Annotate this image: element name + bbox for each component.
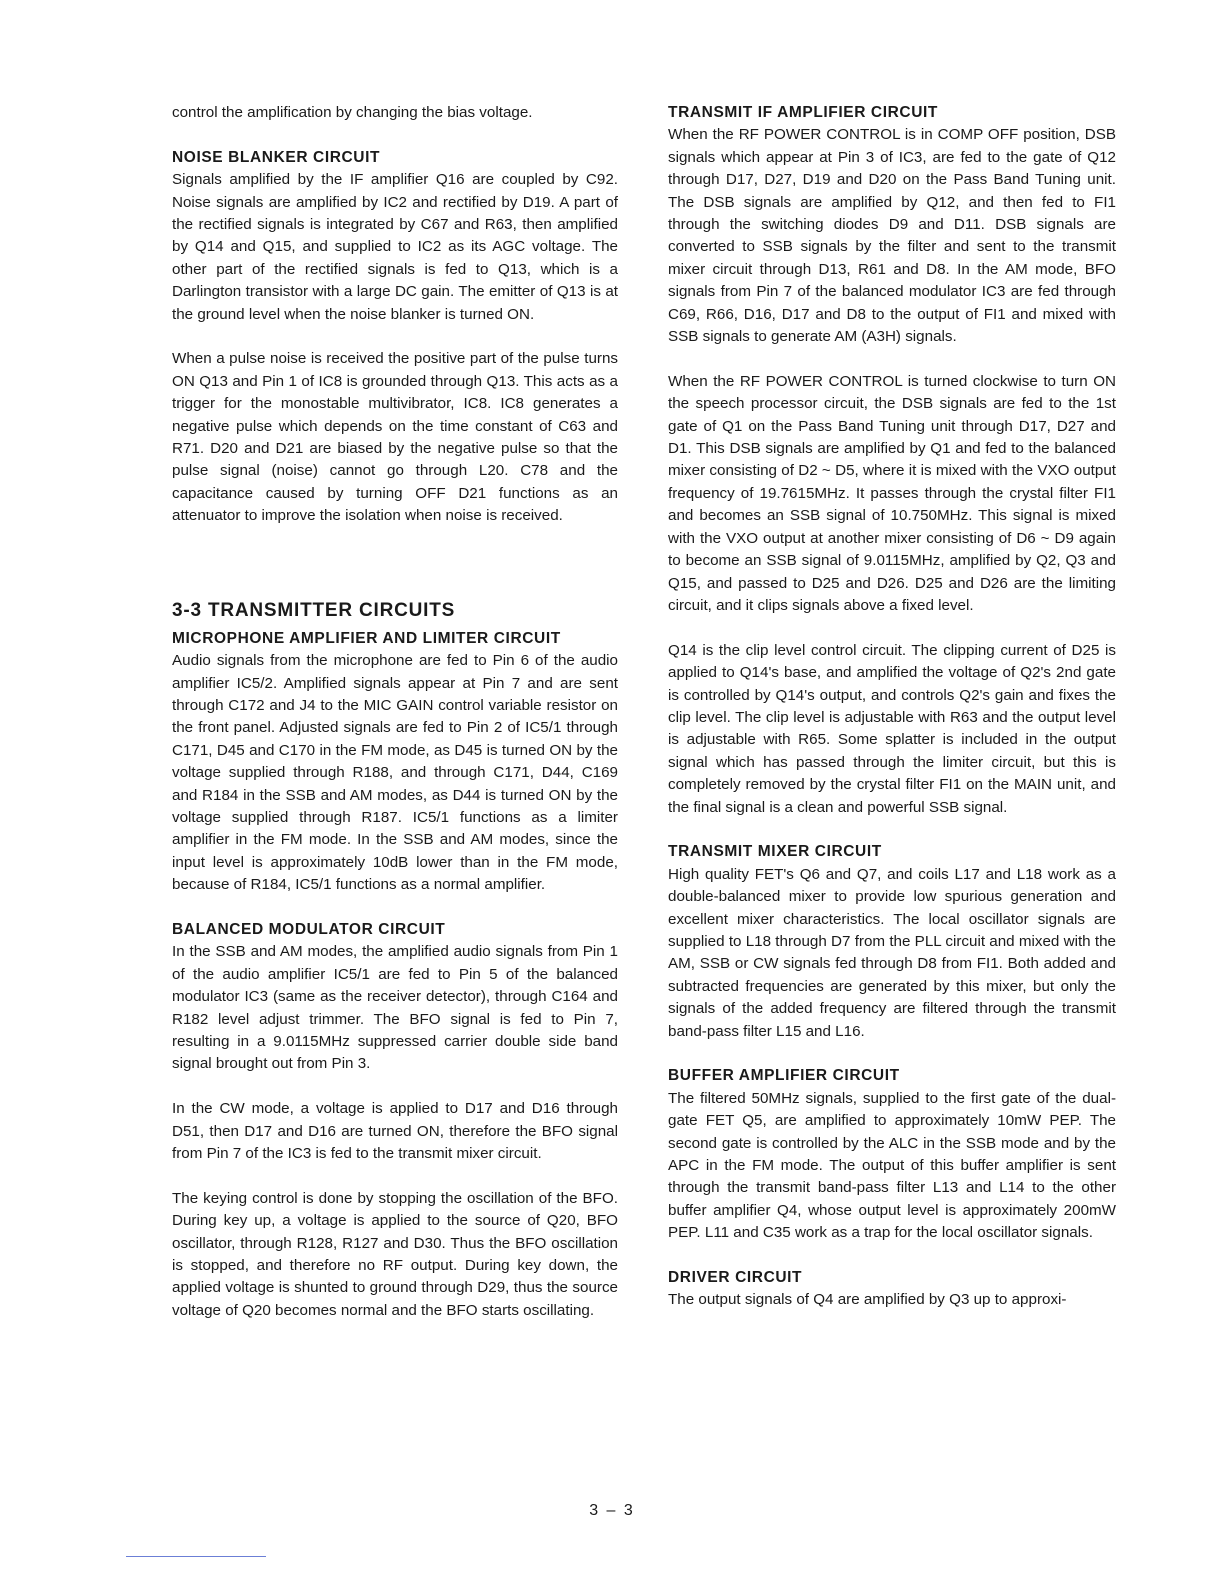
right-column bbox=[668, 102, 1116, 1312]
buffer-amp-heading: BUFFER AMPLIFIER CIRCUIT bbox=[668, 1067, 900, 1085]
page-number: 3 – 3 bbox=[589, 1502, 635, 1519]
left-column bbox=[172, 102, 618, 1322]
transmit-if-paragraph-1: When the RF POWER CONTROL is in COMP OFF position, DSB signals which appear at Pin 3 of IC3, are fed to the gate of Q12 through D17, D27, D19 and D20 on the Pass Band Tuning unit. The DSB signals are amplified by Q12, and then fed to FI1 through the switching diodes D9 and D11. DSB signals are converted to SSB signals by the filter and sent to the transmit mixer circuit through D13, R61 and D8. In the AM mode, BFO signals from Pin 7 of the balanced modulator IC3 are fed through C69, R66, D16, D17 and D8 to the output of FI1 and mixed with SSB signals to generate AM (A3H) signals. bbox=[668, 126, 1116, 346]
intro-paragraph: control the amplification by changing the bias voltage. bbox=[172, 104, 533, 121]
noise-blanker-paragraph-1: Signals amplified by the IF amplifier Q16 are coupled by C92. Noise signals are amplified by IC2 and rectified by D19. A part of the rectified signals is integrated by C67 and R63, then amplified by Q14 and Q15, and supplied to IC2 as its AGC voltage. The other part of the rectified signals is fed to Q13, which is a Darlington transistor with a large DC gain. The emitter of Q13 is at the ground level when the noise blanker is turned ON. bbox=[172, 171, 618, 323]
transmit-if-paragraph-2: When the RF POWER CONTROL is turned clockwise to turn ON the speech processor circuit, the DSB signals are fed to the 1st gate of Q1 on the Pass Band Tuning unit through D17, D27 and D1. This DSB signals are amplified by Q1 and fed to the balanced mixer consisting of D2 ~ D5, where it is mixed with the VXO output frequency of 19.7615MHz. It passes through the crystal filter FI1 and becomes an SSB signal of 10.750MHz. This signal is mixed with the VXO output at another mixer consisting of D6 ~ D9 again to become an SSB signal of 9.0115MHz, amplified by Q2, Q3 and Q15, and passed to D25 and D26. D25 and D26 are the limiting circuit, and it clips signals above a fixed level. bbox=[668, 372, 1116, 614]
driver-paragraph-1: The output signals of Q4 are amplified by Q3 up to approxi- bbox=[668, 1291, 1067, 1309]
transmit-mixer-heading: TRANSMIT MIXER CIRCUIT bbox=[668, 843, 882, 861]
mic-amp-heading: MICROPHONE AMPLIFIER AND LIMITER CIRCUIT bbox=[172, 629, 561, 647]
mic-amp-paragraph-1: Audio signals from the microphone are fed to Pin 6 of the audio amplifier IC5/2. Amplified signals appear at Pin 7 and are sent through C172 and J4 to the MIC GAIN control variable resistor on the front panel. Adjusted signals are fed to Pin 2 of IC5/1 through C171, D45 and C170 in the FM mode, as D45 is turned ON by the voltage supplied through R188, and through C171, D44, C169 and R184 in the SSB and AM modes, as D44 is turned ON by the voltage supplied through R187. IC5/1 functions as a limiter amplifier in the FM mode. In the SSB and AM modes, since the input level is approximately 10dB lower than in the FM mode, because of R184, IC5/1 functions as a normal amplifier. bbox=[172, 652, 618, 894]
footer-rule bbox=[126, 1556, 266, 1557]
balanced-modulator-paragraph-1: In the SSB and AM modes, the amplified audio signals from Pin 1 of the audio amplifier IC5/1 are fed to Pin 5 of the balanced modulator IC3 (same as the receiver detector), through C164 and R182 level adjust trimmer. The BFO signal is fed to Pin 7, resulting in a 9.0115MHz suppressed carrier double side band signal brought out from Pin 3. bbox=[172, 943, 618, 1073]
driver-heading: DRIVER CIRCUIT bbox=[668, 1269, 803, 1287]
transmit-if-paragraph-3: Q14 is the clip level control circuit. The clipping current of D25 is applied to Q14's base, and amplified the voltage of Q2's 2nd gate is controlled by Q14's output, and controls Q2's gain and fixes the clip level. The clip level is adjustable with R63 and the output level is adjustable with R65. Some splatter is included in the output signal which has passed through the limiter circuit, but this is completely removed by the crystal filter FI1 on the MAIN unit, and the final signal is a clean and powerful SSB signal. bbox=[668, 641, 1116, 816]
balanced-modulator-paragraph-2: In the CW mode, a voltage is applied to D17 and D16 through D51, then D17 and D16 are turned ON, therefore the BFO signal from Pin 7 of the IC3 is fed to the transmit mixer circuit. bbox=[172, 1100, 618, 1162]
noise-blanker-paragraph-2: When a pulse noise is received the positive part of the pulse turns ON Q13 and Pin 1 of IC8 is grounded through Q13. This acts as a trigger for the monostable multivibrator, IC8. IC8 generates a negative pulse which depends on the time constant of C63 and R71. D20 and D21 are biased by the negative pulse so that the pulse signal (noise) cannot go through L20. C78 and the capacitance caused by turning OFF D21 functions as an attenuator to improve the isolation when noise is received. bbox=[172, 350, 618, 525]
transmit-mixer-paragraph-1: High quality FET's Q6 and Q7, and coils L17 and L18 work as a double-balanced mixer to provide low spurious generation and excellent mixer characteristics. The local oscillator signals are supplied to L18 through D7 from the PLL circuit and mixed with the AM, SSB or CW signals fed through D8 from FI1. Both added and subtracted frequencies are generated by this mixer, but only the signals of the added frequency are filtered through the transmit band-pass filter L15 and L16. bbox=[668, 865, 1116, 1040]
balanced-modulator-heading: BALANCED MODULATOR CIRCUIT bbox=[172, 920, 446, 938]
buffer-amp-paragraph-1: The filtered 50MHz signals, supplied to the first gate of the dual-gate FET Q5, are amplified to approximately 10mW PEP. The second gate is controlled by the ALC in the SSB mode and by the APC in the FM mode. The output of this buffer amplifier is sent through the transmit band-pass filter L13 and L14 to the other buffer amplifier Q4, whose output level is approximately 200mW PEP. L11 and C35 work as a trap for the local oscillator signals. bbox=[668, 1089, 1116, 1242]
balanced-modulator-paragraph-3: The keying control is done by stopping the oscillation of the BFO. During key up, a voltage is applied to the source of Q20, BFO oscillator, through R128, R127 and D30. Thus the BFO oscillation is stopped, and therefore no RF output. During key down, the applied voltage is shunted to ground through D29, thus the source voltage of Q20 becomes normal and the BFO starts oscillating. bbox=[172, 1189, 618, 1319]
noise-blanker-heading: NOISE BLANKER CIRCUIT bbox=[172, 148, 381, 166]
section-title: 3-3 TRANSMITTER CIRCUITS bbox=[172, 599, 456, 621]
transmit-if-heading: TRANSMIT IF AMPLIFIER CIRCUIT bbox=[668, 104, 938, 121]
